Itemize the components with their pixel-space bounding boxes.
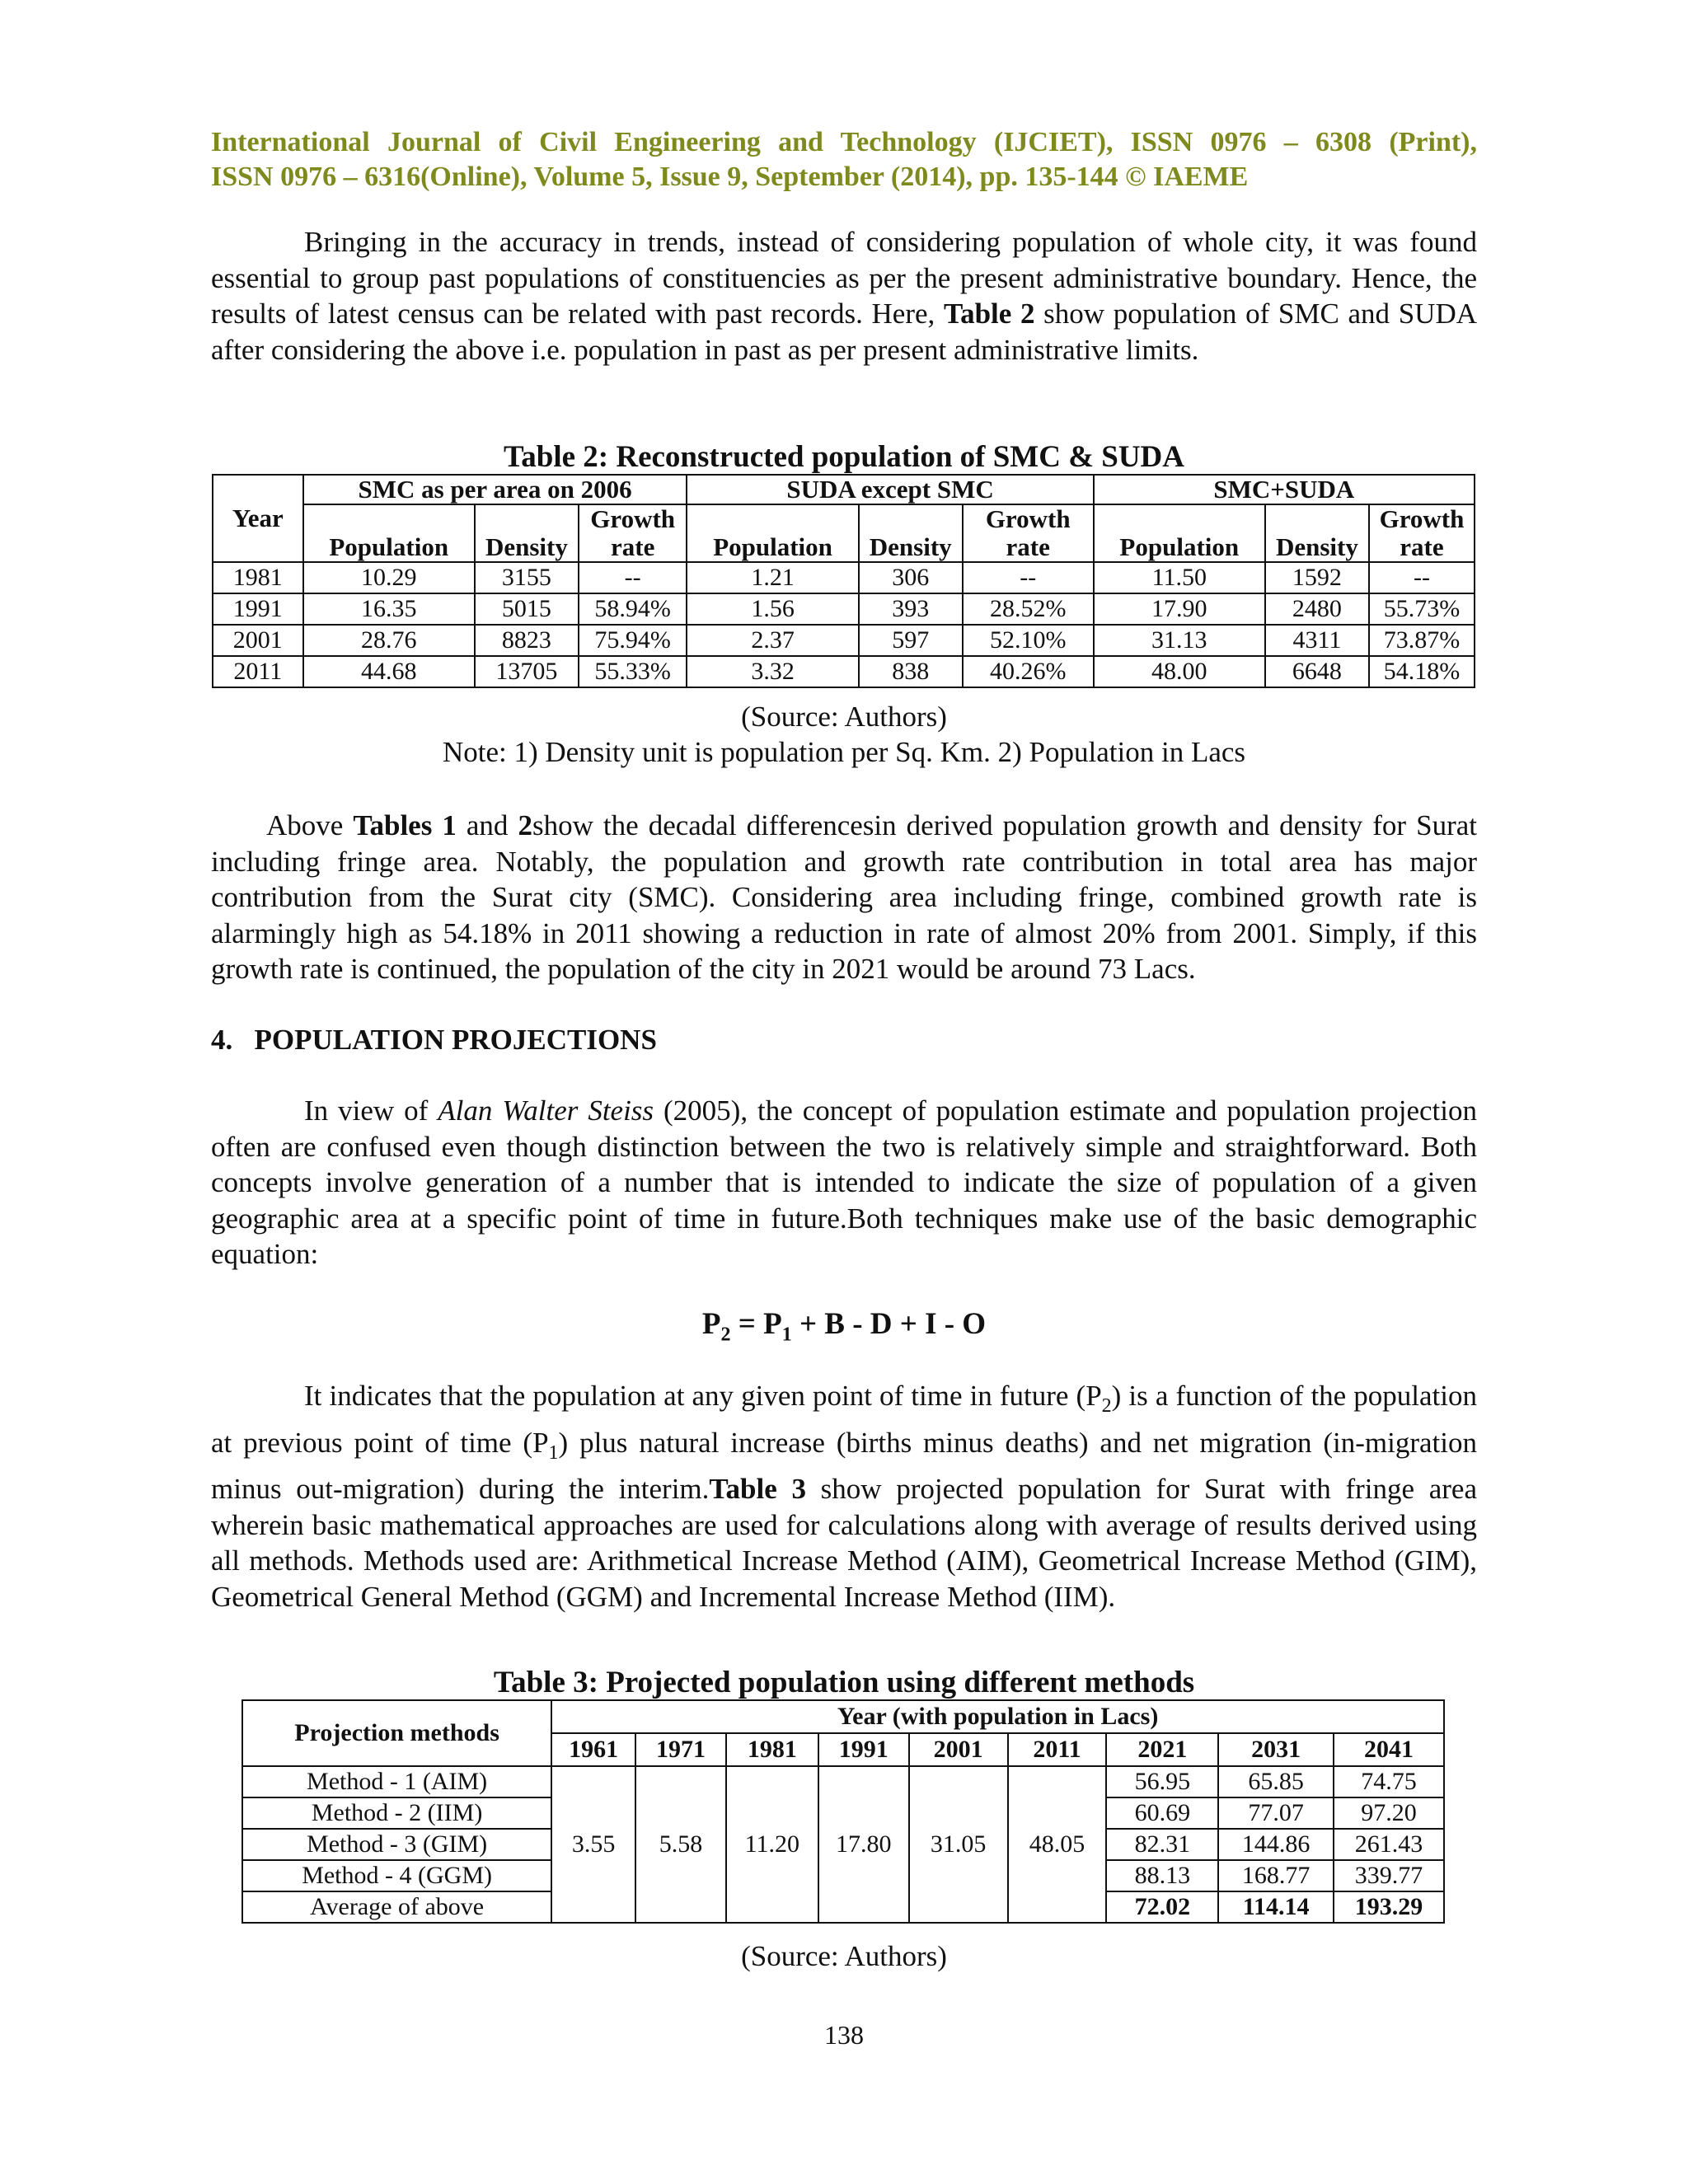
demographic-equation: [211, 1306, 1477, 1352]
table3-row: [242, 1766, 1444, 1797]
table3-cell: 74.75: [1334, 1766, 1444, 1797]
table3-method-name: Method - 2 (IIM): [242, 1797, 551, 1829]
table3-year: 2011: [1008, 1733, 1107, 1766]
table2-subheader: Population: [303, 504, 475, 562]
table2-row: [213, 562, 1475, 593]
table2-subheader: Density: [475, 504, 579, 562]
table3-average-cell: 72.02: [1106, 1891, 1218, 1923]
table2-group-total: SMC+SUDA: [1094, 475, 1475, 504]
paragraph-text: It indicates that the population at any given point of time in future (P: [304, 1380, 1102, 1412]
table2-cell: 48.00: [1094, 656, 1265, 687]
table3-average-cell: 114.14: [1218, 1891, 1334, 1923]
paragraph-projection-text: In view of: [304, 1094, 438, 1127]
table2-cell: 1981: [213, 562, 303, 593]
journal-header-line-2: ISSN 0976 – 6316(Online), Volume 5, Issue 9, September (2014), pp. 135-144 © IAEME: [211, 162, 1249, 192]
table3-method-header: Projection methods: [242, 1700, 551, 1766]
table2-cell: 58.94%: [579, 593, 687, 625]
paragraph-growth-text: and: [456, 809, 518, 841]
table2-cell: 40.26%: [963, 656, 1094, 687]
paragraph-subscript: 1: [548, 1441, 559, 1464]
table2-subheader: Growth rate: [963, 504, 1094, 562]
table2-cell: 75.94%: [579, 625, 687, 656]
equation-part: P: [701, 1307, 721, 1341]
table2-year-header: Year: [213, 475, 303, 562]
equation-part: = P: [730, 1307, 782, 1341]
table3-method-name: Method - 1 (AIM): [242, 1766, 551, 1797]
table2-cell: 13705: [475, 656, 579, 687]
paragraph-text: ) is a function of the population at previous point of time (P: [211, 1380, 1477, 1459]
table3-year: 2021: [1106, 1733, 1218, 1766]
paragraph-projection-author: Alan Walter Steiss: [438, 1094, 654, 1127]
paragraph-text: ) plus natural increase (births minus deaths) and net migration (in-migration minus out-migration) during the interim.: [211, 1426, 1477, 1505]
table3-historical-value: 31.05: [909, 1766, 1008, 1923]
paragraph-bold: Table 3: [709, 1473, 806, 1505]
table3-year: 1991: [818, 1733, 909, 1766]
table3-method-name: Method - 3 (GIM): [242, 1829, 551, 1860]
table2-cell: 17.90: [1094, 593, 1265, 625]
table3-cell: 144.86: [1218, 1829, 1334, 1860]
table3-year: 1981: [726, 1733, 818, 1766]
table3-cell: 261.43: [1334, 1829, 1444, 1860]
table2-cell: 1.56: [687, 593, 858, 625]
table2-cell: 54.18%: [1369, 656, 1475, 687]
table3-year: 1961: [551, 1733, 635, 1766]
paragraph-intro-bold: Table 2: [943, 298, 1035, 330]
table2-cell: 28.52%: [963, 593, 1094, 625]
table3-cell: 168.77: [1218, 1860, 1334, 1891]
table2-row: [213, 656, 1475, 687]
table2-cell: 52.10%: [963, 625, 1094, 656]
table2-cell: 2011: [213, 656, 303, 687]
table2-cell: 55.73%: [1369, 593, 1475, 625]
table3-year-header: Year (with population in Lacs): [551, 1700, 1444, 1733]
table2-note: Note: 1) Density unit is population per Sq. Km. 2) Population in Lacs: [442, 736, 1246, 768]
table2-subheader: Density: [1265, 504, 1369, 562]
table2: [212, 474, 1475, 688]
paragraph-growth-text: Above: [266, 809, 354, 841]
table2-cell: 31.13: [1094, 625, 1265, 656]
table3-method-name: Method - 4 (GGM): [242, 1860, 551, 1891]
journal-header: [211, 125, 1477, 194]
table2-subheader: Density: [859, 504, 963, 562]
table3-source: (Source: Authors): [741, 1940, 947, 1972]
paragraph-growth-bold: 2: [518, 809, 532, 841]
table2-cell: 393: [859, 593, 963, 625]
table2-cell: 4311: [1265, 625, 1369, 656]
table2-group-suda: SUDA except SMC: [687, 475, 1093, 504]
table2-cell: 5015: [475, 593, 579, 625]
table3-cell: 65.85: [1218, 1766, 1334, 1797]
table2-source: (Source: Authors): [741, 701, 947, 733]
paragraph-text: show projected population for Surat with fringe area wherein basic mathematical approaches are used for calculations along with average of results derived using all methods. Methods used are: Arithmetical Increase Method (AIM), Geometrical Increase Method (GIM), Geometrical General Method (GGM) and Incremental Increase Method (IIM).: [211, 1473, 1477, 1613]
table2-cell: 1991: [213, 593, 303, 625]
table2-cell: 1.21: [687, 562, 858, 593]
paragraph-intro: [211, 224, 1477, 368]
table2-cell: 11.50: [1094, 562, 1265, 593]
table2-subheader: Growth rate: [1369, 504, 1475, 562]
equation-part: + B - D + I - O: [791, 1307, 987, 1341]
table2-caption: Table 2: Reconstructed population of SMC & SUDA: [503, 440, 1185, 474]
table2-cell: 597: [859, 625, 963, 656]
table3-method-name: Average of above: [242, 1891, 551, 1923]
table2-cell: 73.87%: [1369, 625, 1475, 656]
table3-cell: 97.20: [1334, 1797, 1444, 1829]
table3-cell: 60.69: [1106, 1797, 1218, 1829]
table2-subheader: Population: [1094, 504, 1265, 562]
table2-cell: 2.37: [687, 625, 858, 656]
table2-cell: 44.68: [303, 656, 475, 687]
table2-cell: 838: [859, 656, 963, 687]
table3-historical-value: 5.58: [635, 1766, 726, 1923]
table3-cell: 88.13: [1106, 1860, 1218, 1891]
paragraph-growth: [211, 808, 1477, 987]
table2-cell: 28.76: [303, 625, 475, 656]
table2-cell: 8823: [475, 625, 579, 656]
table3-year: 2031: [1218, 1733, 1334, 1766]
table2-subheader: Population: [687, 504, 858, 562]
table2-cell: --: [579, 562, 687, 593]
paragraph-intro-text-b: show population of SMC and SUDA after considering the above i.e. population in past as per present administrative limits.: [211, 298, 1477, 366]
journal-header-line-1: International Journal of Civil Engineering and Technology (IJCIET), ISSN 0976 – 6308 (Print),: [211, 127, 1477, 157]
table2-cell: 3.32: [687, 656, 858, 687]
table3-historical-value: 17.80: [818, 1766, 909, 1923]
table3-historical-value: 48.05: [1008, 1766, 1107, 1923]
table3-year: 2001: [909, 1733, 1008, 1766]
paragraph-projection-text: (2005), the concept of population estimate and population projection often are confused even though distinction between the two is relatively simple and straightforward. Both concepts involve generation of a number that is intended to indicate the size of population of a given geographic area at a specific point of time in future.Both techniques make use of the basic demographic equation:: [211, 1094, 1478, 1270]
equation-subscript: 2: [720, 1324, 731, 1346]
table2-cell: 3155: [475, 562, 579, 593]
table2-cell: --: [1369, 562, 1475, 593]
table2-row: [213, 625, 1475, 656]
table3-year: 2041: [1334, 1733, 1444, 1766]
table2-cell: 1592: [1265, 562, 1369, 593]
table3-year: 1971: [635, 1733, 726, 1766]
equation-subscript: 1: [781, 1324, 792, 1346]
table2-cell: 10.29: [303, 562, 475, 593]
table2-cell: 2001: [213, 625, 303, 656]
table3-cell: 82.31: [1106, 1829, 1218, 1860]
paragraph-growth-bold: Tables 1: [353, 809, 457, 841]
table3-historical-value: 3.55: [551, 1766, 635, 1923]
table3-cell: 56.95: [1106, 1766, 1218, 1797]
table2-cell: 6648: [1265, 656, 1369, 687]
table3-caption: Table 3: Projected population using different methods: [493, 1666, 1195, 1699]
paragraph-projection: [211, 1093, 1477, 1272]
paragraph-intro-text-a: Bringing in the accuracy in trends, instead of considering population of whole city, it was found essential to group past populations of constituencies as per the present administrative boundary. Hence, the results of latest census can be related with past records. Here,: [211, 226, 1477, 330]
table2-row: [213, 593, 1475, 625]
section-heading: 4. POPULATION PROJECTIONS: [211, 1024, 657, 1056]
table3-cell: 77.07: [1218, 1797, 1334, 1829]
table3-cell: 339.77: [1334, 1860, 1444, 1891]
table2-cell: 55.33%: [579, 656, 687, 687]
table2-cell: 2480: [1265, 593, 1369, 625]
table2-cell: 16.35: [303, 593, 475, 625]
table3-average-cell: 193.29: [1334, 1891, 1444, 1923]
paragraph-growth-text: show the decadal differencesin derived population growth and density for Surat including fringe area. Notably, the population and growth rate contribution in total area has major contribution from the Surat city (SMC). Considering area including fringe, combined growth rate is alarmingly high as 54.18% in 2011 showing a reduction in rate of almost 20% from 2001. Simply, if this growth rate is continued, the population of the city in 2021 would be around 73 Lacs.: [211, 809, 1477, 985]
table3: [241, 1699, 1445, 1924]
table2-cell: --: [963, 562, 1094, 593]
table2-subheader: Growth rate: [579, 504, 687, 562]
table2-group-smc: SMC as per area on 2006: [303, 475, 687, 504]
table3-historical-value: 11.20: [726, 1766, 818, 1923]
paragraph-subscript: 2: [1101, 1395, 1112, 1417]
page-number: 138: [824, 2020, 864, 2050]
paragraph-equation-explain: [211, 1378, 1477, 1615]
table2-cell: 306: [859, 562, 963, 593]
